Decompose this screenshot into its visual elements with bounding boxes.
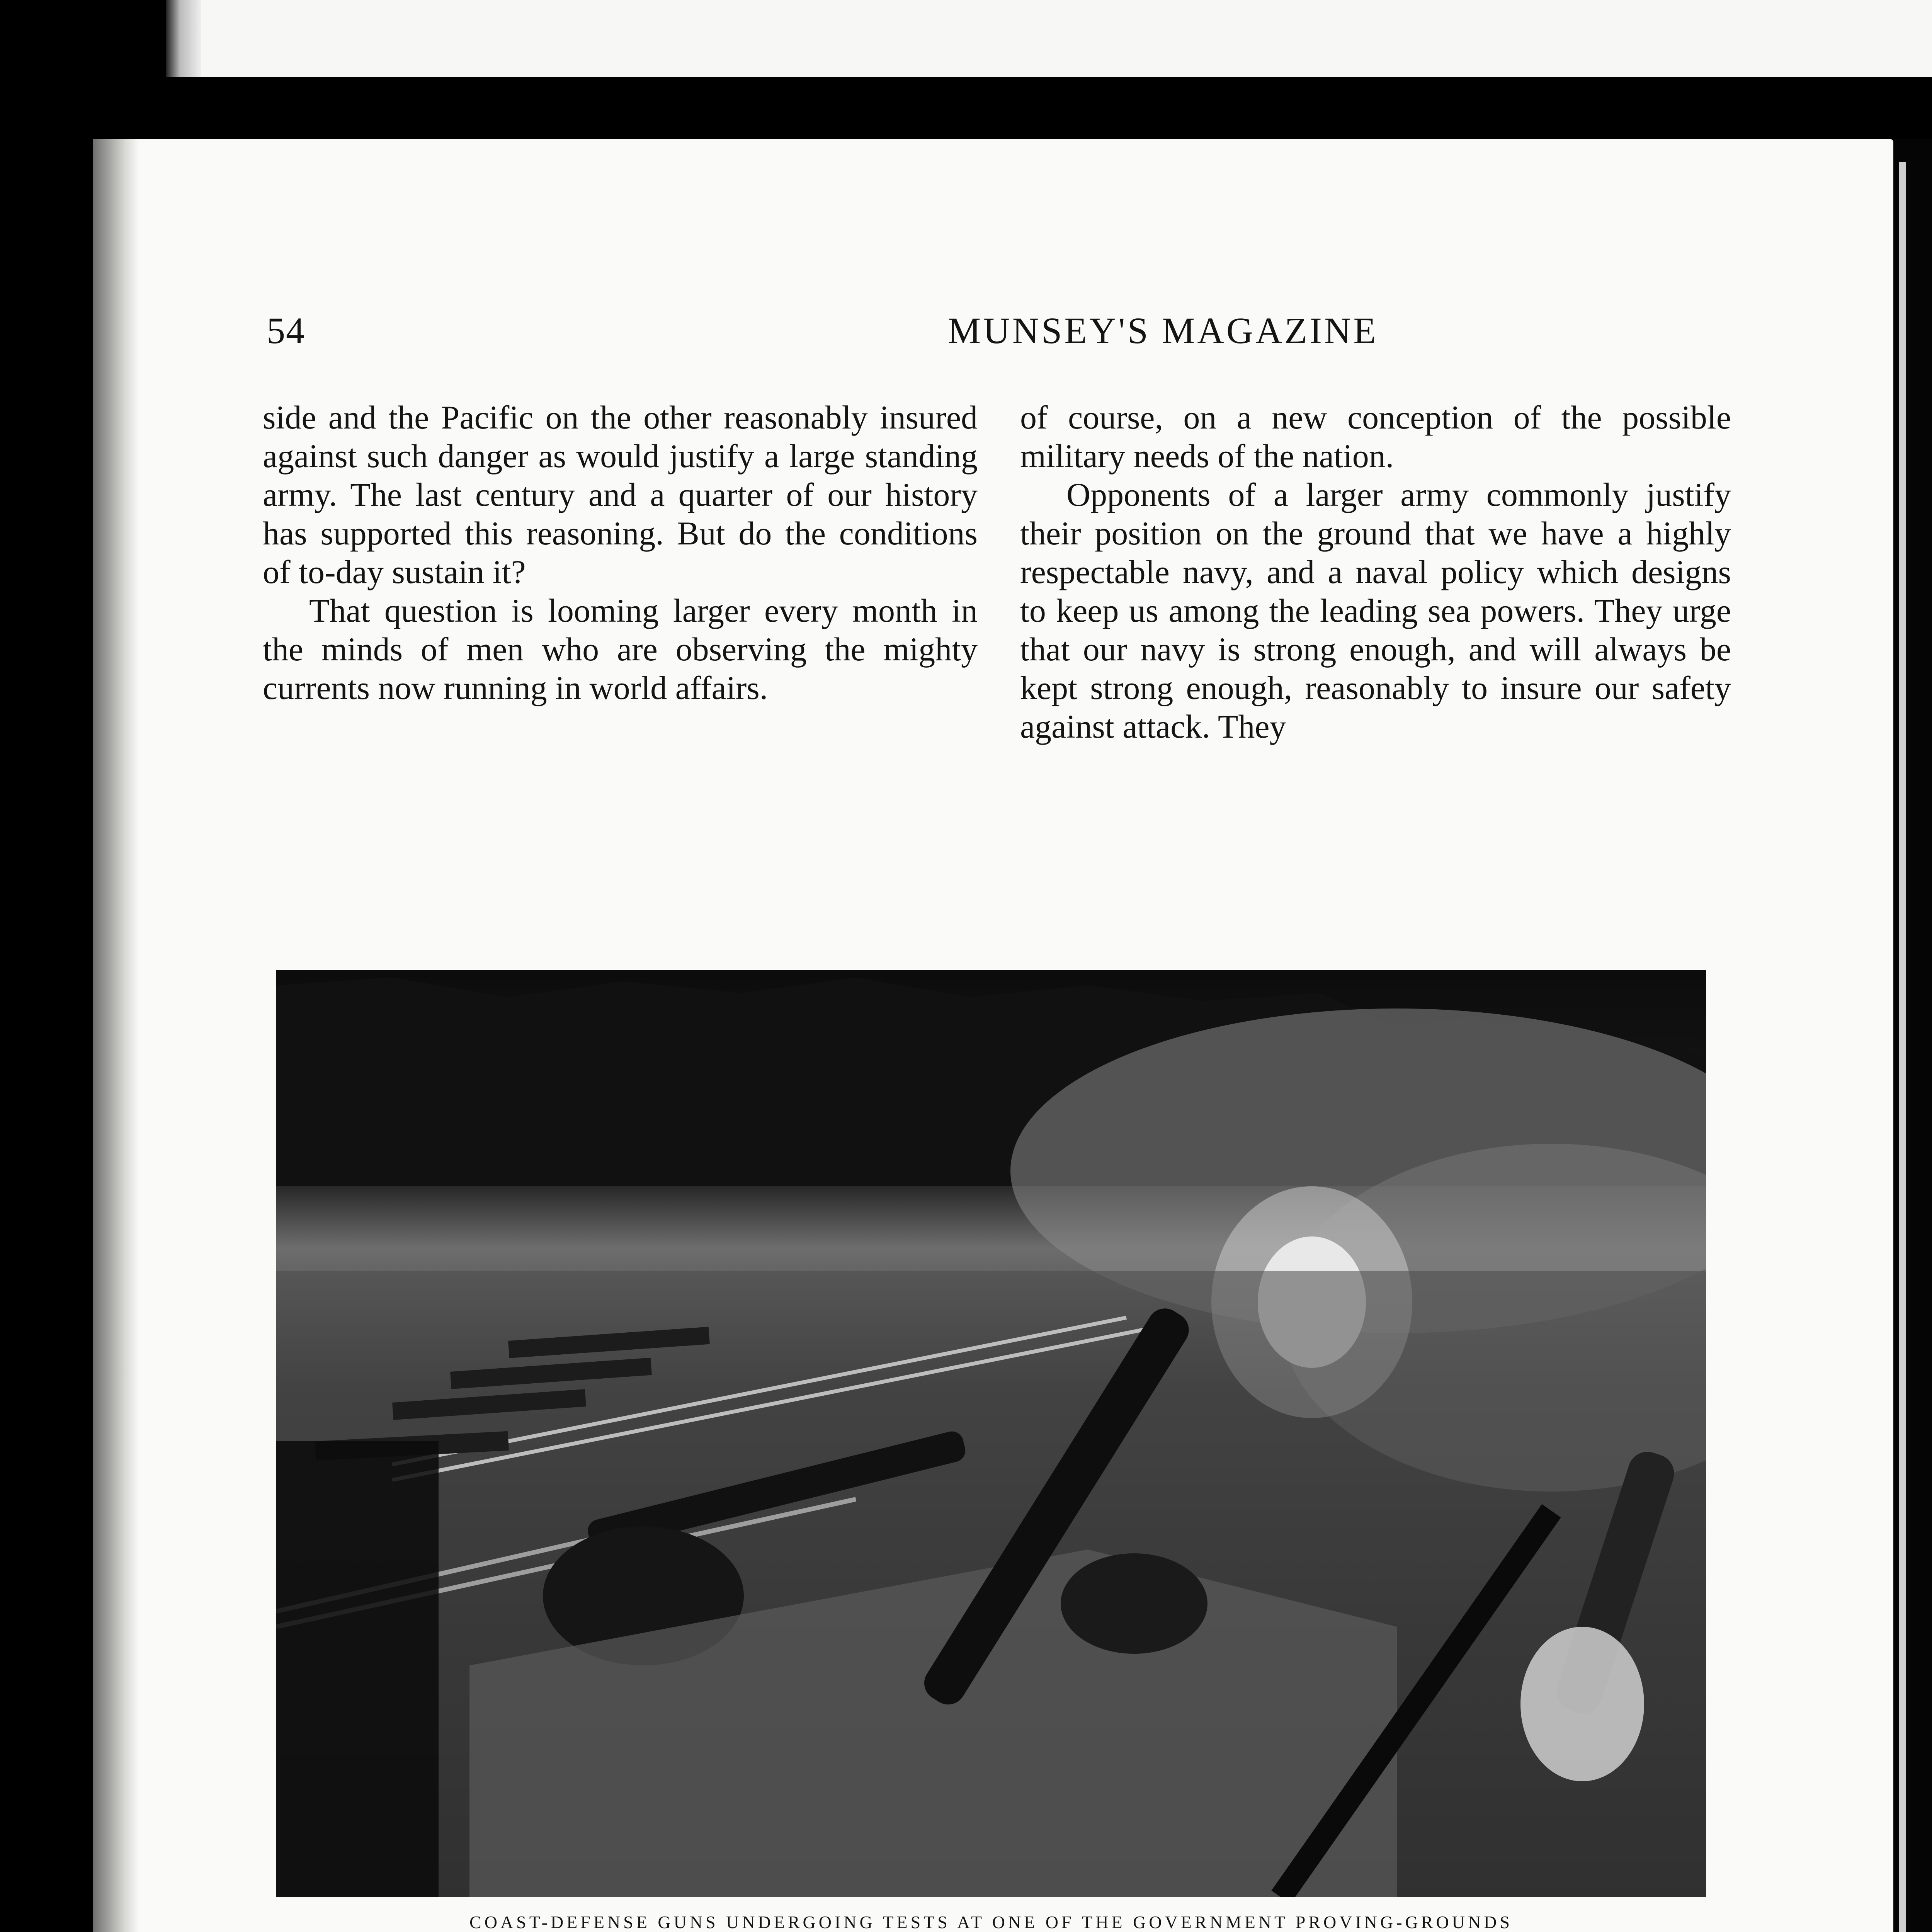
paragraph: side and the Pacific on the other reasonably insured against such danger as would justify a large standing army. The last century and a quarter of our history has supported this reasoning. But do the conditions of to-day sustain it? (263, 399, 978, 590)
page-number: 54 (267, 310, 305, 351)
photograph-coast-defense-guns (276, 970, 1706, 1897)
figure-caption: COAST-DEFENSE GUNS UNDERGOING TESTS AT ONE OF THE GOVERNMENT PROVING-GROUNDS (469, 1912, 1513, 1932)
paragraph: That question is looming larger every month in the minds of men who are observing the mighty currents now running in world affairs. (263, 592, 978, 706)
page-header (267, 309, 1735, 355)
previous-page-spine (166, 0, 201, 77)
page-gutter-shadow (93, 139, 139, 1932)
column-top-left (263, 398, 978, 707)
previous-page-edge (193, 0, 1932, 77)
running-head: MUNSEY'S MAGAZINE (948, 310, 1378, 351)
paragraph: of course, on a new conception of the possible military needs of the nation. (1020, 399, 1731, 474)
column-top-right (1020, 398, 1731, 746)
next-page-edge-line (1899, 162, 1906, 1932)
paragraph: Opponents of a larger army commonly justify their position on the ground that we have a highly respectable navy, and a naval policy which designs to keep us among the leading sea powers. They urge that our navy is strong enough, and will always be kept strong enough, reasonably to insure our safety against attack. They (1020, 476, 1731, 745)
photograph-illustration (276, 970, 1706, 1897)
